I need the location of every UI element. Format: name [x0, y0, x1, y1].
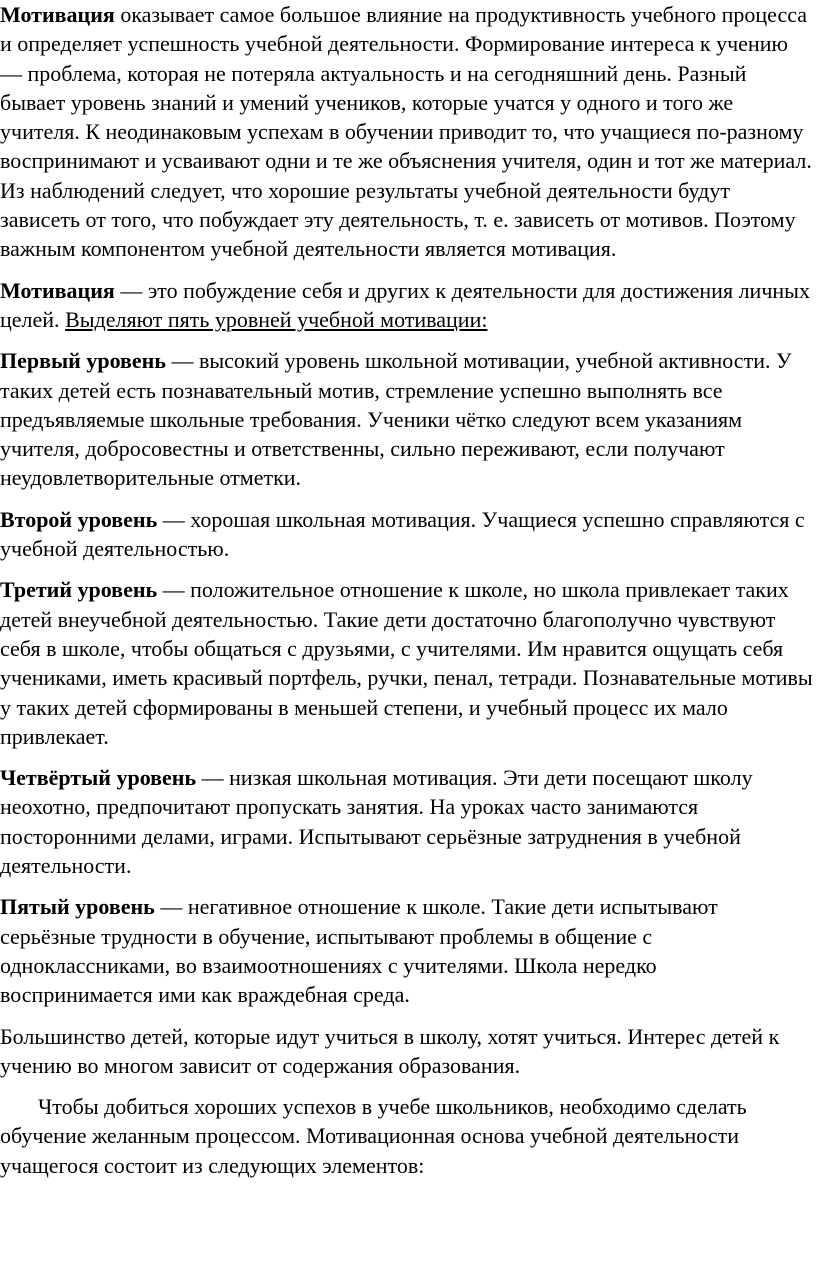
paragraph-motivation-definition — [0, 276, 814, 335]
paragraph-motivational-basis: Чтобы добиться хороших успехов в учебе школьников, необходимо сделать обучение желанным процессом. Мотивационная основа учебной деятельности учащегося состоит из следующих элементов: — [0, 1094, 747, 1178]
paragraph-majority-children: Большинство детей, которые идут учиться в школу, хотят учиться. Интерес детей к учению во многом зависит от содержания образования. — [0, 1023, 780, 1078]
level-4-text: — низкая школьная мотивация. Эти дети посещают школу неохотно, предпочитают пропускать занятия. На уроках часто занимаются посторонними делами, играми. Испытывают серьёзные затруднения в учебной деятельности. — [0, 765, 753, 879]
level-1-text: — высокий уровень школьной мотивации, учебной активности. У таких детей есть познавательный мотив, стремление успешно выполнять все предъявляемые школьные требования. Ученики чётко следуют всем указаниям учителя, добросовестны и ответственны, сильно переживают, если получают неудовлетворительные отметки. — [0, 348, 792, 491]
paragraph-text: оказывает самое большое влияние на продуктивность учебного процесса и определяет успешность учебной деятельности. Формирование интереса к учению — проблема, которая не потеряла актуальность и на сегодняшний день. Разный бывает уровень знаний и умений учеников, которые учатся у одного и того же учителя. К неодинаковым успехам в обучении приводит то, что учащиеся по-разному воспринимают и усваивают одни и те же объяснения учителя, один и тот же материал. Из наблюдений следует, что хорошие результаты учебной деятельности будут зависеть от того, что побуждает эту деятельность, т. е. зависеть от мотивов. Поэтому важным компонентом учебной деятельности является мотивация. — [0, 2, 812, 262]
paragraph-level-3 — [0, 575, 814, 751]
level-4-title: Четвёртый уровень — [0, 765, 197, 791]
level-3-title: Третий уровень — [0, 577, 158, 603]
level-3-text: — положительное отношение к школе, но школа привлекает таких детей внеучебной деятельностью. Такие дети достаточно благополучно чувствуют себя в школе, чтобы общаться с друзьями, с учителями. Им нравится ощущать себя учениками, иметь красивый портфель, ручки, пенал, тетради. Познавательные мотивы у таких детей сформированы в меньшей степени, и учебный процесс их мало привлекает. — [0, 577, 813, 749]
paragraph-motivation-intro — [0, 0, 814, 264]
level-2-text: — хорошая школьная мотивация. Учащиеся успешно справляются с учебной деятельностью. — [0, 506, 805, 562]
level-5-title: Пятый уровень — [0, 894, 155, 920]
level-5-text: — негативное отношение к школе. Такие дети испытывают серьёзные трудности в обучение, испытывают проблемы в общение с одноклассниками, во взаимоотношениях с учителями. Школа нередко воспринимается ими как враждебная среда. — [0, 894, 718, 1008]
paragraph-level-2 — [0, 505, 814, 564]
paragraph-level-4 — [0, 763, 814, 880]
definition-text: — это побуждение себя и других к деятельности для достижения личных целей. — [0, 277, 810, 332]
levels-heading: Выделяют пять уровней учебной мотивации: — [65, 306, 488, 332]
paragraph-level-1 — [0, 346, 814, 492]
term-motivation-definition: Мотивация — [0, 277, 115, 303]
term-motivation: Мотивация — [0, 2, 115, 27]
level-1-title: Первый уровень — [0, 348, 166, 374]
level-2-title: Второй уровень — [0, 506, 158, 532]
paragraph-level-5 — [0, 892, 814, 1009]
